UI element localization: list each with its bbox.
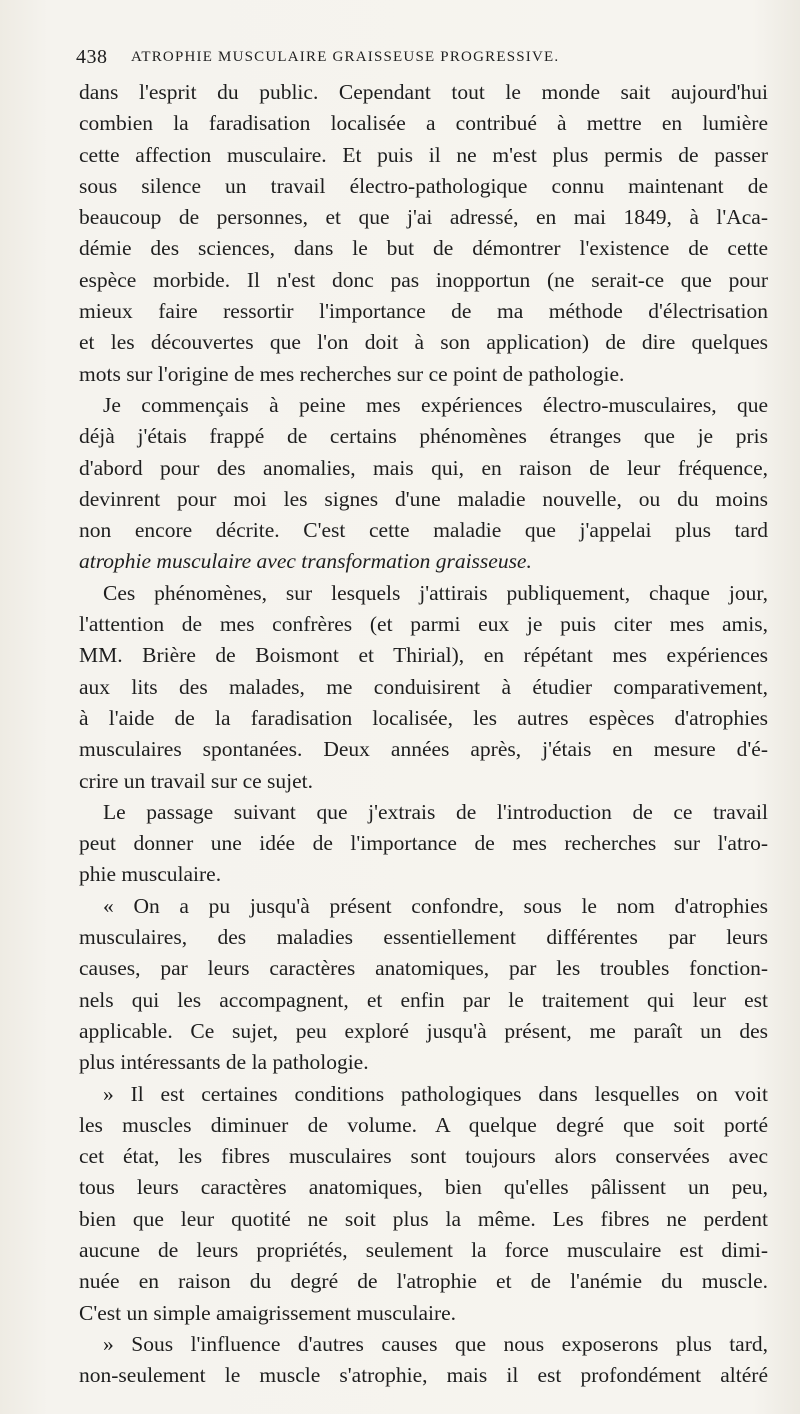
text-line: nuée en raison du degré de l'atrophie et de l'anémie du muscle.: [79, 1269, 768, 1294]
text-line: peut donner une idée de l'importance de mes recherches sur l'atro-: [79, 831, 768, 856]
text-line: Ces phénomènes, sur lesquels j'attirais publiquement, chaque jour,: [103, 580, 768, 605]
text-line: bien que leur quotité ne soit plus la même. Les fibres ne perdent: [79, 1206, 768, 1231]
text-line: phie musculaire.: [79, 862, 222, 887]
text-line: Je commençais à peine mes expériences électro-musculaires, que: [103, 392, 768, 417]
text-line: crire un travail sur ce sujet.: [79, 768, 314, 793]
text-line: non encore décrite. C'est cette maladie que j'appelai plus tard: [79, 518, 768, 543]
text-line: MM. Brière de Boismont et Thirial), en répétant mes expériences: [79, 643, 768, 668]
text-line: Le passage suivant que j'extrais de l'introduction de ce travail: [103, 799, 768, 824]
text-line: C'est un simple amaigrissement musculaire.: [79, 1300, 457, 1325]
text-line: d'abord pour des anomalies, mais qui, en raison de leur fréquence,: [79, 455, 768, 480]
running-title: ATROPHIE MUSCULAIRE GRAISSEUSE PROGRESSIVE.: [131, 49, 560, 65]
text-line: à l'aide de la faradisation localisée, les autres espèces d'atrophies: [79, 705, 768, 730]
text-line: cet état, les fibres musculaires sont toujours alors conservées avec: [79, 1144, 768, 1169]
text-line: sous silence un travail électro-pathologique connu maintenant de: [79, 173, 768, 198]
text-line: et les découvertes que l'on doit à son application) de dire quelques: [79, 330, 768, 355]
text-line: tous leurs caractères anatomiques, bien qu'elles pâlissent un peu,: [79, 1175, 768, 1200]
page-number: 438: [76, 46, 108, 68]
text-line: cette affection musculaire. Et puis il ne m'est plus permis de passer: [79, 142, 768, 167]
text-line: » Sous l'influence d'autres causes que nous exposerons plus tard,: [103, 1331, 768, 1356]
text-line: non-seulement le muscle s'atrophie, mais il est profondément altéré: [79, 1363, 768, 1388]
text-line: espèce morbide. Il n'est donc pas inopportun (ne serait-ce que pour: [79, 267, 768, 292]
text-line: démie des sciences, dans le but de démontrer l'existence de cette: [79, 236, 768, 261]
text-line: musculaires spontanées. Deux années après, j'étais en mesure d'é-: [79, 737, 768, 762]
text-line: plus intéressants de la pathologie.: [79, 1050, 369, 1075]
text-line: applicable. Ce sujet, peu exploré jusqu'à présent, me paraît un des: [79, 1018, 768, 1043]
text-line: l'attention de mes confrères (et parmi eux je puis citer mes amis,: [79, 612, 768, 637]
text-line: beaucoup de personnes, et que j'ai adressé, en mai 1849, à l'Aca-: [79, 205, 768, 230]
text-line: atrophie musculaire avec transformation graisseuse.: [79, 549, 532, 574]
text-line: devinrent pour moi les signes d'une maladie nouvelle, ou du moins: [79, 486, 768, 511]
text-line: mots sur l'origine de mes recherches sur ce point de pathologie.: [79, 361, 625, 386]
text-line: causes, par leurs caractères anatomiques, par les troubles fonction-: [79, 956, 768, 981]
text-line: mieux faire ressortir l'importance de ma méthode d'électrisation: [79, 299, 768, 324]
text-line: dans l'esprit du public. Cependant tout le monde sait aujourd'hui: [79, 80, 768, 104]
text-line: » Il est certaines conditions pathologiques dans lesquelles on voit: [103, 1081, 768, 1106]
page-header: [76, 46, 756, 72]
text-line: musculaires, des maladies essentiellement différentes par leurs: [79, 925, 768, 950]
text-line: les muscles diminuer de volume. A quelque degré que soit porté: [79, 1112, 768, 1137]
text-line: aux lits des malades, me conduisirent à étudier comparativement,: [79, 674, 768, 699]
text-line: déjà j'étais frappé de certains phénomènes étranges que je pris: [79, 424, 768, 449]
text-line: « On a pu jusqu'à présent confondre, sous le nom d'atrophies: [103, 893, 768, 918]
text-line: combien la faradisation localisée a contribué à mettre en lumière: [79, 111, 768, 136]
text-line: nels qui les accompagnent, et enfin par le traitement qui leur est: [79, 987, 768, 1012]
body-text: [79, 77, 768, 1391]
text-line: aucune de leurs propriétés, seulement la force musculaire est dimi-: [79, 1237, 768, 1262]
